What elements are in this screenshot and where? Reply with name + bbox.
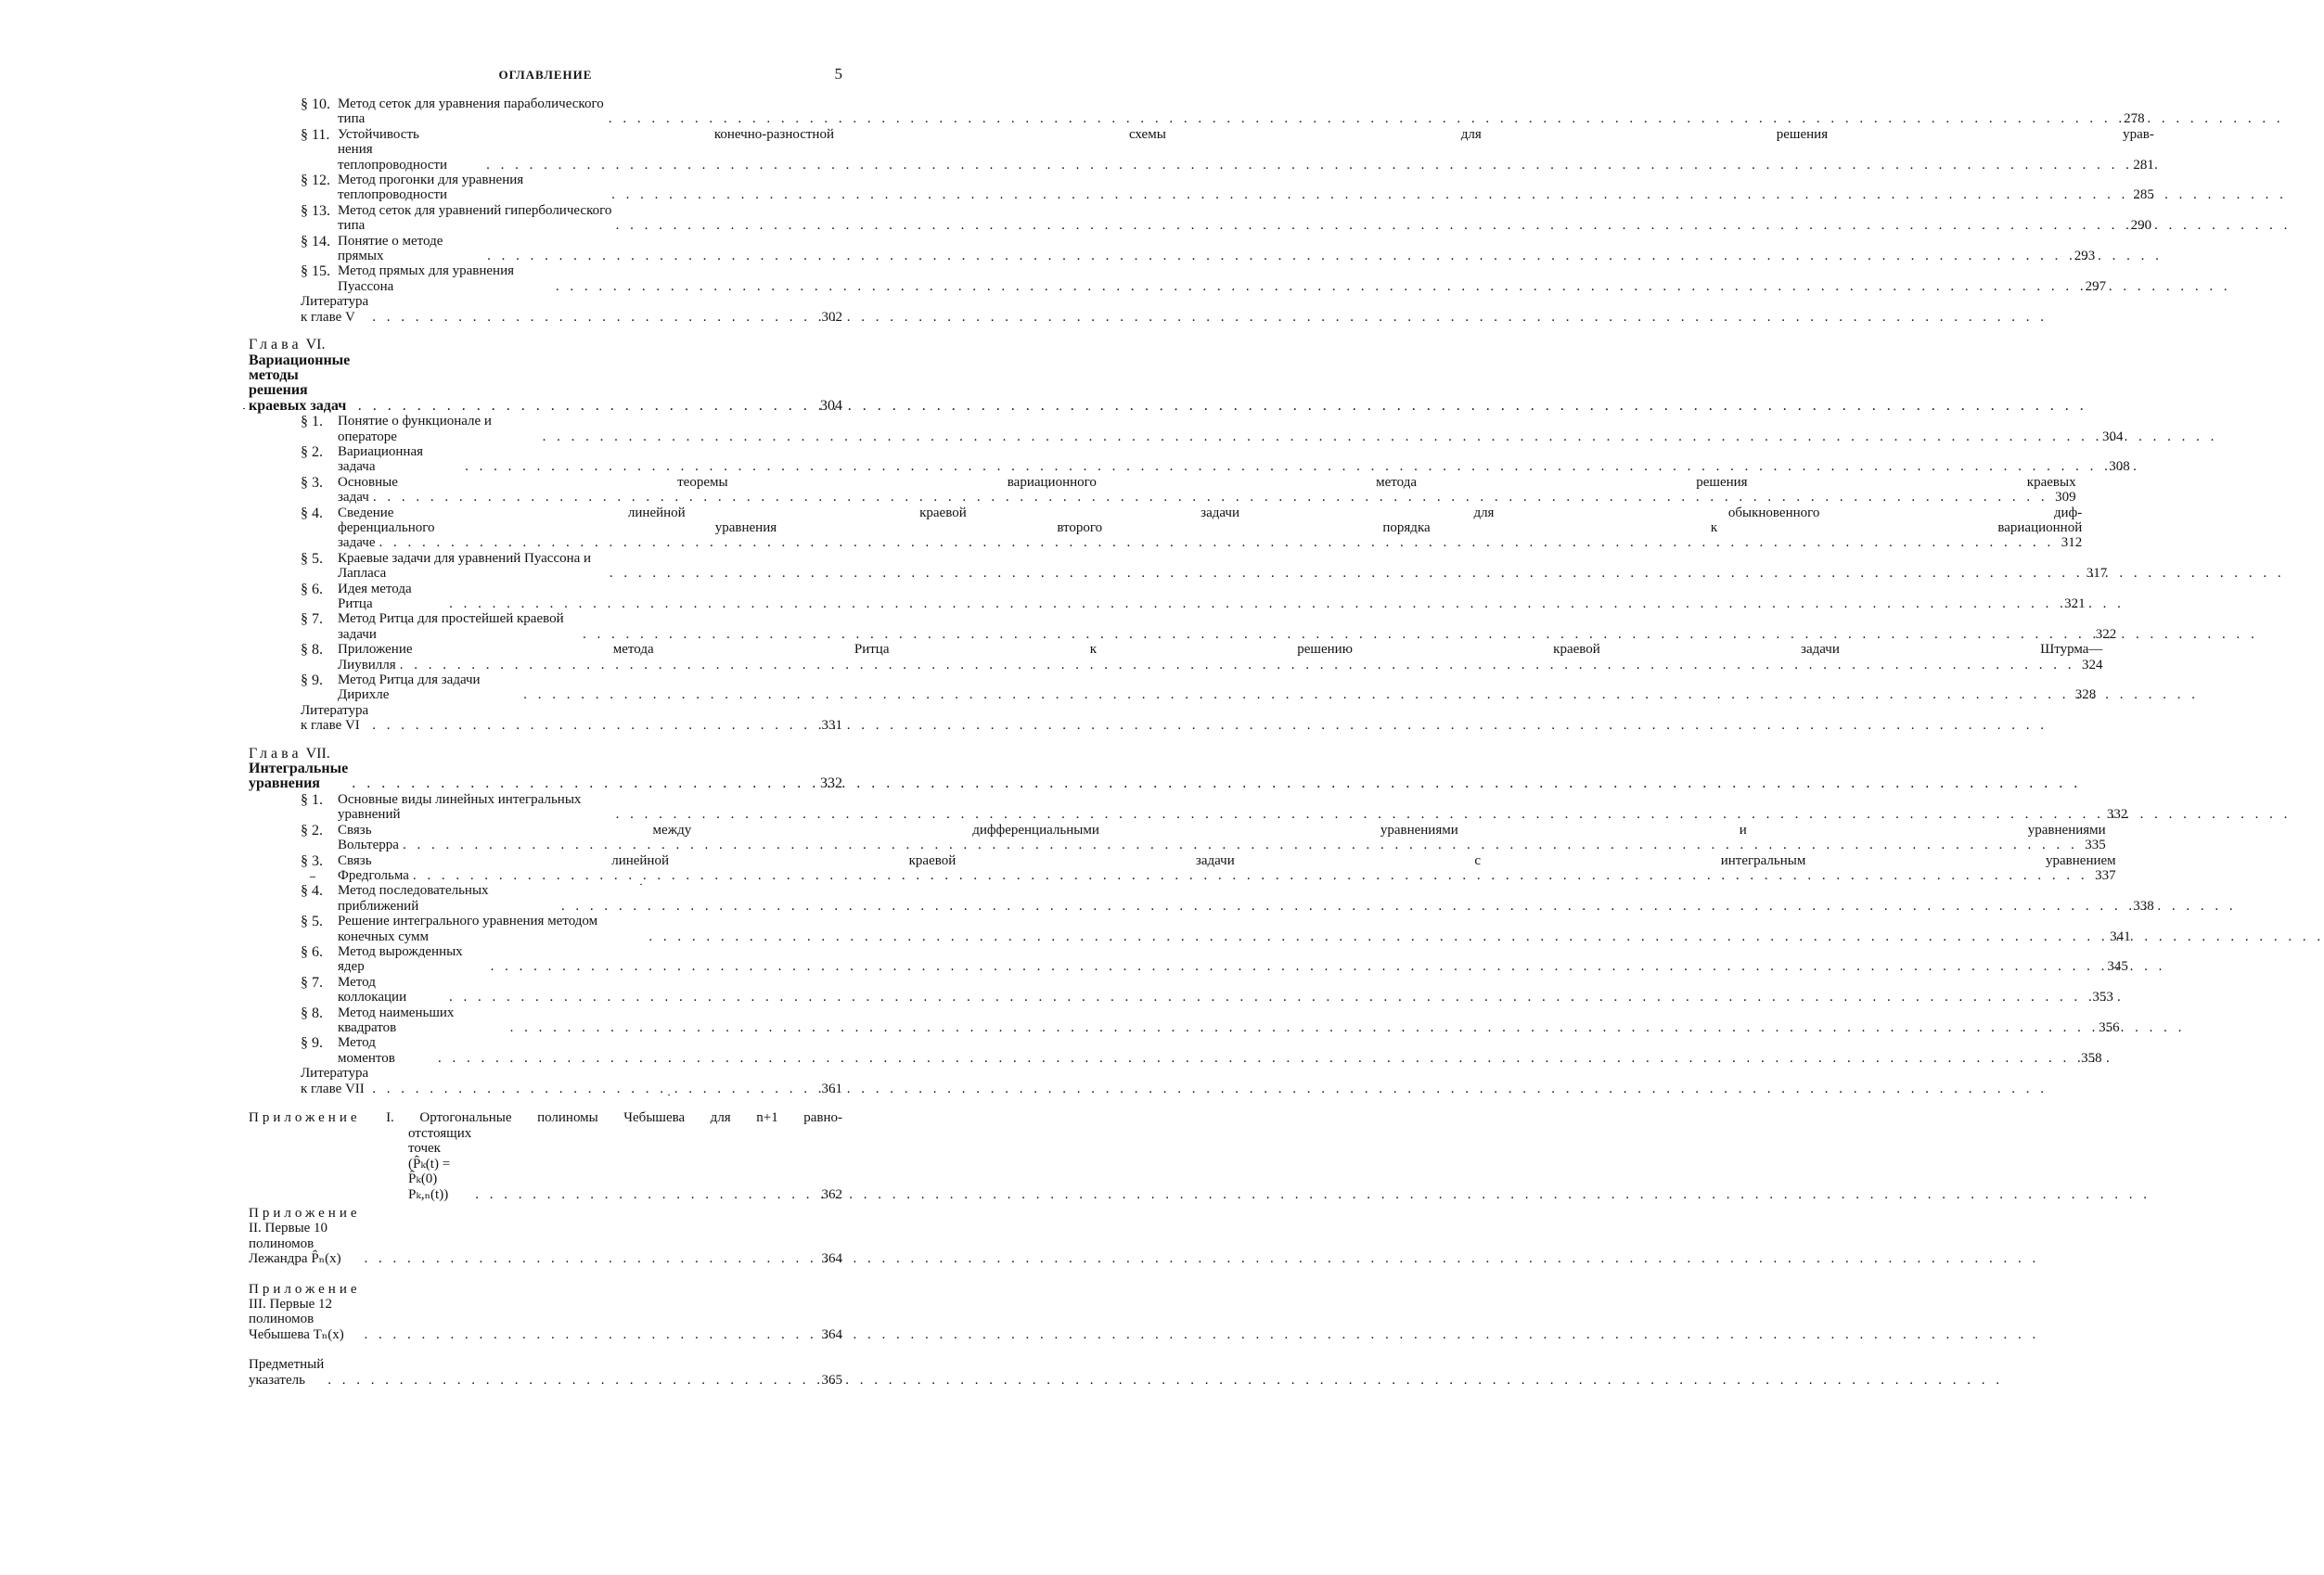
leader-dots bbox=[482, 158, 2130, 173]
leader-dots bbox=[445, 990, 2089, 1005]
appendix-title-cont: отстоящих точек (P̂ₖ(t) = P̂ₖ(0) Pₖ,ₙ(t)) bbox=[408, 1126, 472, 1202]
section-page: 356 bbox=[2099, 1019, 2120, 1035]
section-page: 290 bbox=[2130, 218, 2152, 234]
section-title-line: Основные виды линейных интегральных уравнений bbox=[338, 791, 582, 823]
toc-entry-page: 331 bbox=[821, 718, 842, 734]
leader-dots bbox=[361, 1327, 818, 1342]
leader-dots bbox=[361, 1251, 818, 1266]
toc-section-entry bbox=[249, 822, 2106, 853]
toc-literature-vi bbox=[249, 703, 842, 734]
section-title-line: Метод вырожденных ядер bbox=[338, 943, 463, 975]
chapter-title: Вариационные методы решения краевых задач bbox=[249, 352, 351, 414]
appendix-2 bbox=[249, 1206, 842, 1267]
section-title-line: Основные теоремы вариационного метода решения краевых bbox=[338, 474, 2076, 490]
section-page: 304 bbox=[2101, 429, 2124, 444]
toc-section-entry bbox=[249, 550, 2108, 582]
section-page: 358 bbox=[2081, 1050, 2102, 1066]
leader-dots bbox=[520, 687, 2072, 702]
section-page: 335 bbox=[2085, 838, 2106, 853]
appendix-prefix: Приложение bbox=[249, 1281, 361, 1297]
toc-section-entry bbox=[249, 474, 2076, 506]
section-page: 338 bbox=[2133, 898, 2154, 914]
appendix-line2 bbox=[249, 1126, 842, 1202]
toc-section-entry bbox=[249, 943, 2128, 975]
leader-dots bbox=[348, 776, 818, 791]
toc-section-entry bbox=[249, 672, 2097, 703]
section-page: 317 bbox=[2086, 566, 2108, 582]
chapter-vii-heading bbox=[249, 747, 842, 792]
chapter-page: 332 bbox=[820, 775, 842, 792]
section-title-line: Понятие о функционале и операторе bbox=[338, 414, 492, 444]
chapter-title: Интегральные уравнения bbox=[249, 761, 349, 792]
section-title-line: Приложение метода Ритца к решению краевой задачи Штурма— bbox=[338, 642, 2103, 658]
leader-dots bbox=[445, 596, 2061, 611]
chapter-vi bbox=[249, 337, 2130, 734]
section-title-line: Понятие о методе прямых bbox=[338, 233, 443, 264]
toc-section-entry bbox=[249, 263, 2107, 294]
appendix-3 bbox=[249, 1282, 842, 1343]
section-number: § 1. bbox=[301, 791, 323, 808]
appendix-line1 bbox=[249, 1109, 842, 1126]
leader-dots bbox=[354, 399, 818, 414]
toc-section-entry bbox=[249, 414, 2124, 444]
section-page: 312 bbox=[2061, 535, 2083, 551]
scan-speck bbox=[243, 408, 245, 409]
leader-dots bbox=[507, 1020, 2096, 1035]
toc-section-entry bbox=[249, 96, 2145, 127]
section-title-line: задач bbox=[338, 490, 369, 506]
section-title-line: Лиувилля bbox=[338, 657, 396, 672]
section-title-line: Краевые задачи для уравнений Пуассона и Лапласа bbox=[338, 550, 592, 582]
toc-section-entry bbox=[249, 126, 2154, 173]
toc-section-entry bbox=[249, 852, 2116, 884]
section-page: 341 bbox=[2110, 928, 2131, 944]
leader-dots bbox=[471, 1187, 818, 1202]
section-title-line: Метод последовательных приближений bbox=[338, 883, 489, 914]
toc-section-entry bbox=[249, 173, 2154, 203]
section-title-line: Связь между дифференциальными уравнениями и уравнениями bbox=[338, 822, 2106, 838]
leader-dots bbox=[539, 429, 2099, 444]
section-title-line: нения теплопроводности bbox=[338, 142, 448, 173]
table-of-contents bbox=[249, 96, 2154, 1388]
appendix-title: Первые 10 полиномов Лежандра P̂ₙ(x) bbox=[249, 1221, 341, 1267]
toc-section-entry bbox=[249, 202, 2152, 234]
toc-section-entry bbox=[249, 611, 2117, 642]
section-number: § 12. bbox=[301, 173, 330, 189]
section-number: § 8. bbox=[301, 642, 323, 659]
section-page: 337 bbox=[2095, 867, 2116, 883]
section-title-line: Вариационная задача bbox=[338, 443, 424, 475]
section-number: § 9. bbox=[301, 672, 323, 689]
toc-section-entry bbox=[249, 914, 2131, 944]
chapter-prefix: Глава bbox=[249, 745, 302, 762]
scan-speck bbox=[640, 884, 642, 885]
section-page: 297 bbox=[2085, 278, 2107, 294]
section-title-line: Вольтерра bbox=[338, 838, 399, 853]
chapter-vi-heading bbox=[249, 338, 842, 414]
section-title-line: Метод моментов bbox=[338, 1035, 395, 1066]
chapter-vii-sections bbox=[249, 791, 2154, 1066]
appendix-prefix: Приложение bbox=[249, 1206, 361, 1222]
leader-dots bbox=[368, 718, 818, 733]
appendix-number: I. bbox=[386, 1110, 394, 1125]
chapter-v-sections bbox=[249, 96, 2154, 294]
section-title-line: Решение интегрального уравнения методом конечных сумм bbox=[338, 914, 598, 944]
header-page-number: 5 bbox=[834, 65, 842, 83]
section-title-line: Сведение линейной краевой задачи для обыкновенного диф- bbox=[338, 505, 2083, 520]
leader-dots bbox=[645, 929, 2106, 944]
toc-entry-page: 365 bbox=[821, 1372, 842, 1388]
section-number: § 6. bbox=[301, 581, 323, 597]
section-title-line: Метод сеток для уравнений гиперболического типа bbox=[338, 202, 612, 234]
chapter-page: 304 bbox=[820, 397, 842, 414]
section-number: § 1. bbox=[301, 414, 323, 430]
toc-entry-label: Литература к главе VII bbox=[301, 1066, 369, 1096]
leader-dots bbox=[483, 249, 2071, 263]
section-title-line: Метод Ритца для задачи Дирихле bbox=[338, 672, 481, 703]
section-title-line: Метод прямых для уравнения Пуассона bbox=[338, 263, 514, 294]
toc-subject-index bbox=[249, 1357, 842, 1388]
section-number: § 4. bbox=[301, 505, 323, 521]
section-title-line: Фредгольма bbox=[338, 867, 409, 883]
appendix-page: 364 bbox=[821, 1326, 842, 1342]
section-page: 353 bbox=[2092, 990, 2113, 1005]
section-page: 281 bbox=[2133, 157, 2154, 173]
leader-dots bbox=[558, 899, 2130, 914]
leader-dots bbox=[612, 218, 2127, 233]
section-page: 278 bbox=[2124, 111, 2145, 127]
section-page: 293 bbox=[2074, 249, 2096, 264]
leader-dots bbox=[368, 1082, 818, 1096]
section-number: § 3. bbox=[301, 474, 323, 491]
leader-dots bbox=[434, 1051, 2078, 1066]
leader-dots bbox=[368, 310, 818, 325]
leader-dots bbox=[552, 279, 2082, 294]
appendix-title: Первые 12 полиномов Чебышева Tₙ(x) bbox=[249, 1297, 344, 1342]
leader-dots bbox=[605, 111, 2121, 126]
appendix-page: 364 bbox=[821, 1251, 842, 1267]
section-page: 328 bbox=[2074, 687, 2097, 703]
section-title-line: Устойчивость конечно-разностной схемы для решения урав- bbox=[338, 126, 2154, 142]
section-number: § 3. bbox=[301, 852, 323, 869]
toc-section-entry bbox=[249, 581, 2086, 612]
toc-section-entry bbox=[249, 883, 2154, 914]
section-number: § 2. bbox=[301, 822, 323, 839]
toc-section-entry bbox=[249, 233, 2096, 264]
appendix-number: III. bbox=[249, 1297, 266, 1312]
toc-literature-v bbox=[249, 294, 842, 325]
chapter-prefix: Глава bbox=[249, 337, 302, 353]
leader-dots bbox=[606, 566, 2083, 581]
appendix-prefix: Приложение bbox=[249, 1110, 361, 1125]
section-number: § 8. bbox=[301, 1005, 323, 1021]
leader-dots bbox=[612, 807, 2104, 822]
leader-dots bbox=[369, 490, 2052, 505]
toc-section-entry bbox=[249, 505, 2083, 551]
leader-dots bbox=[396, 658, 2079, 672]
toc-section-entry bbox=[249, 443, 2130, 475]
leader-dots bbox=[399, 838, 2082, 852]
section-number: § 15. bbox=[301, 263, 330, 280]
section-number: § 14. bbox=[301, 233, 330, 250]
section-page: 332 bbox=[2106, 807, 2128, 823]
chapter-vi-sections bbox=[249, 414, 2130, 703]
toc-entry-label: Литература к главе VI bbox=[301, 702, 369, 734]
toc-entry-page: 361 bbox=[821, 1081, 842, 1096]
section-title-line: Метод сеток для уравнения параболического типа bbox=[338, 96, 604, 127]
section-title-line: задаче bbox=[338, 535, 376, 551]
section-page: 345 bbox=[2107, 959, 2128, 975]
section-number: § 10. bbox=[301, 96, 330, 112]
toc-entry-page: 302 bbox=[821, 309, 842, 325]
section-page: 309 bbox=[2055, 490, 2076, 506]
header-title: ОГЛАВЛЕНИЕ bbox=[498, 68, 593, 82]
toc-section-entry bbox=[249, 642, 2103, 672]
section-number: § 5. bbox=[301, 914, 323, 930]
page-header bbox=[249, 65, 842, 87]
section-number: § 13. bbox=[301, 202, 330, 219]
chapter-vii bbox=[249, 745, 2154, 1096]
section-page: 285 bbox=[2133, 187, 2154, 203]
section-number: § 7. bbox=[301, 611, 323, 628]
appendix-number: II. bbox=[249, 1221, 262, 1236]
section-number: § 6. bbox=[301, 943, 323, 960]
section-number: § 4. bbox=[301, 883, 323, 900]
section-title-line: ференциального уравнения второго порядка к вариационной bbox=[338, 519, 2083, 535]
toc-literature-vii bbox=[249, 1066, 842, 1096]
section-page: 324 bbox=[2081, 657, 2103, 672]
section-page: 322 bbox=[2095, 626, 2117, 642]
leader-dots bbox=[461, 459, 2106, 474]
section-number: § 2. bbox=[301, 443, 323, 460]
appendix-title: Ортогональные полиномы Чебышева для n+1 равно- bbox=[419, 1110, 843, 1125]
section-number: § 5. bbox=[301, 550, 323, 567]
toc-entry-label: Литература к главе V bbox=[301, 294, 369, 325]
section-title-line: Метод наименьших квадратов bbox=[338, 1005, 455, 1035]
leader-dots bbox=[608, 187, 2130, 202]
section-title-line: Идея метода Ритца bbox=[338, 581, 412, 611]
section-page: 321 bbox=[2064, 596, 2086, 611]
section-number: § 11. bbox=[301, 126, 330, 143]
section-page: 308 bbox=[2109, 459, 2130, 475]
toc-section-entry bbox=[249, 974, 2113, 1005]
chapter-number: VII. bbox=[305, 745, 330, 762]
leader-dots bbox=[324, 1373, 818, 1388]
leader-dots bbox=[375, 535, 2058, 550]
leader-dots bbox=[579, 627, 2092, 642]
toc-section-entry bbox=[249, 1035, 2102, 1066]
appendix-1 bbox=[249, 1109, 842, 1202]
section-number: § 9. bbox=[301, 1035, 323, 1052]
toc-section-entry bbox=[249, 1005, 2120, 1036]
section-title-line: Связь линейной краевой задачи с интегральным уравнением bbox=[338, 852, 2116, 868]
toc-section-entry bbox=[249, 791, 2128, 823]
leader-dots bbox=[409, 868, 2092, 883]
chapter-number: VI. bbox=[305, 337, 326, 353]
appendix-page: 362 bbox=[821, 1186, 842, 1202]
toc-entry-label: Предметный указатель bbox=[249, 1357, 325, 1388]
section-title-line: Метод коллокации bbox=[338, 974, 407, 1005]
leader-dots bbox=[487, 959, 2104, 974]
section-number: § 7. bbox=[301, 974, 323, 991]
section-title-line: Метод прогонки для уравнения теплопроводности bbox=[338, 173, 524, 203]
section-title-line: Метод Ритца для простейшей краевой задачи bbox=[338, 611, 564, 642]
